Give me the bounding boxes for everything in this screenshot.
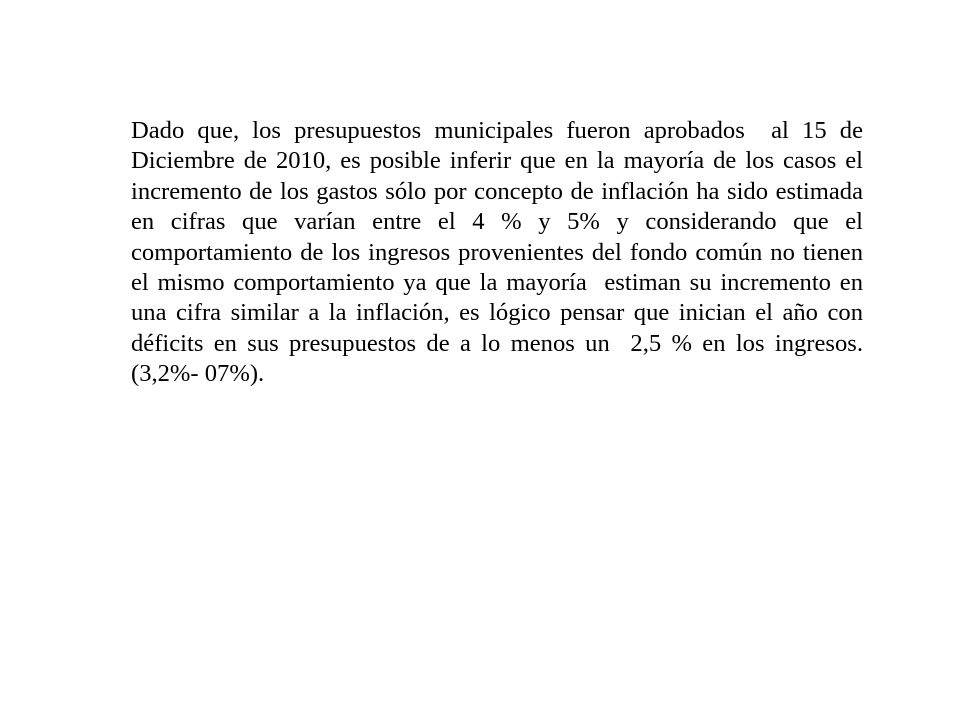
body-paragraph: Dado que, los presupuestos municipales fueron aprobados al 15 de Diciembre de 2010, es posible inferir que en la mayoría de los casos el incremento de los gastos sólo por concepto de inflación ha sido estimada en cifras que varían entre el 4 % y 5% y considerando que el comportamiento de los ingresos provenientes del fondo común no tienen el mismo comportamiento ya que la mayoría estiman su incremento en una cifra similar a la inflación, es lógico pensar que inician el año con déficits en sus presupuestos de a lo menos un 2,5 % en los ingresos. (3,2%- 07%). [131, 117, 876, 388]
